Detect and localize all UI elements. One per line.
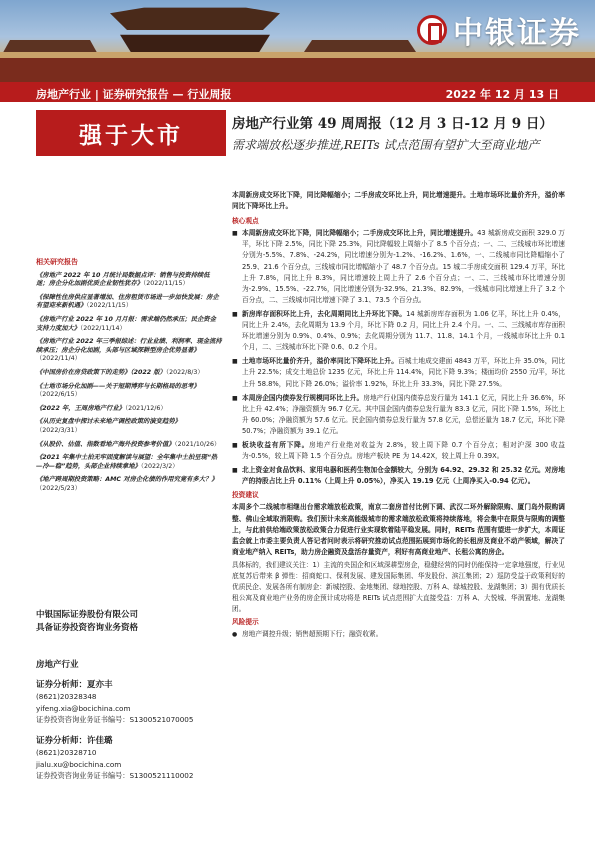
- report-title: 房地产行业第 49 周周报（12 月 3 日-12 月 9 日）: [232, 116, 553, 132]
- core-point-lead: 板块收益有所下降。: [242, 440, 310, 449]
- core-point-body: 房地产行业国内债券总发行量为 141.1 亿元，同比上升 36.6%，环比上升 42.4%；净融资额为 96.7 亿元。其中国企国内债券总发行量为 83.3 亿元，同比下降 1.5%，环比上升 60.0%；净融资额为 57.6 亿元。民企国内债券总发行量为 57.8 亿元，总偿还量为 18.7 亿元，环比下降 50.7%；净融资额为 39.1 亿元。: [242, 393, 566, 435]
- core-point-body: 房地产行业绝对收益为 2.8%，较上周下降 0.7 个百分点；相对沪深 300 收益为-0.5%，较上周下降 1.5 个百分点。房地产板块 PE 为 14.42X，较上周上升 0.39X。: [242, 440, 565, 461]
- industry-label: 房地产行业: [36, 660, 79, 670]
- company-name: 中银国际证券股份有限公司: [36, 610, 139, 620]
- related-report-title: 《土地市场分化加剧——关于短期博弈与长期格局的思考》: [36, 382, 200, 390]
- report-subtitle: 需求端放松逐步推进,REITs 试点范围有望扩大至商业地产: [232, 138, 540, 152]
- core-point: [232, 393, 565, 437]
- analyst-phone: (8621)20328348: [36, 692, 97, 701]
- related-report-date: （2022/11/15）: [143, 280, 189, 288]
- palace-wall-trim: [0, 52, 595, 58]
- related-report-item[interactable]: [36, 383, 222, 400]
- core-point-body: 14 城新房库存面积为 1.06 亿平，环比上升 0.4%，同比上升 2.4%，去化周期为 13.9 个月，环比下降 0.2 月，同比上升 2.4 个月。一、二、三线城市库存面积环比增速分别为 0.9%、0.4%、0.9%；去化周期分别为 11.7、11.8、14.1 个月，一线城市环比上升 0.1 个月，二、三线城市环比下降 0.6、0.2 个月。: [242, 309, 565, 352]
- boc-logo-icon: [417, 15, 447, 45]
- core-points-list: [232, 228, 565, 487]
- core-point-body: 43 城新房成交面积 329.0 万平，环比下降 2.5%，同比下降 25.3%，同比降幅较上周缩小了 8.5 个百分点；一、二、三线城市环比增速分别为-5.5%、7.8%、-24.2%，同比增速分别为-1.2%、-16.2%、1.6%，一、二线城市同比降幅缩小了 25.9、21.6 个百分点，三线城市同比增幅缩小了 48.7 个百分点。15 城二手房成交面积 129.4 万平，环比上升 7.8%，同比上升 8.3%，同比增速较上周上升了 2.6 个百分点；一、二、三线城市环比增速分别为-2.9%、15.5%、-22.7%，同比增速分别为-32.9%、21.3%、82.9%，一线城市同比增速上升了 3.2 个百分点，二、三线城市同比增速下降了 3.1、73.5 个百分点。: [242, 229, 565, 304]
- related-report-title: 《2021 年集中土拍无牢固度解读与展望：全年集中土拍呈现“热—冷—稳”趋势，头部企业持续拿地》: [36, 454, 218, 470]
- related-report-title: 《从股价、估值、指数看地产海外投资参考价值》: [36, 440, 175, 448]
- risk-heading: 风险提示: [232, 618, 259, 627]
- related-report-item[interactable]: [36, 369, 222, 378]
- investment-advice-heading: 投资建议: [232, 491, 259, 500]
- rating-badge: 强于大市: [36, 110, 226, 156]
- core-point: [232, 465, 565, 487]
- related-report-title: 《从历史复盘中探讨未来地产调控政策的演变趋势》: [36, 418, 181, 426]
- related-report-date: （2022/6/15）: [36, 391, 81, 399]
- related-report-title: 《房地产 2022 年 10 月统计局数据点评：销售与投资持续低迷；房企分化加剧优质企业韧性犹存》: [36, 271, 210, 288]
- related-report-date: （2022/8/3）: [165, 368, 204, 376]
- report-category: 房地产行业 | 证券研究报告 — 行业周报: [36, 88, 232, 101]
- related-report-item[interactable]: [36, 454, 222, 471]
- related-reports-heading: 相关研究报告: [36, 258, 78, 266]
- report-date: 2022 年 12 月 13 日: [445, 88, 559, 101]
- core-point-lead: 土地市场环比量价齐升，溢价率同比下降环比上升。: [242, 357, 398, 366]
- related-report-date: （2021/10/26）: [174, 440, 221, 448]
- investment-advice-text: 具体标的，我们建议关注：1）主流的央国企和区域深耕型房企，稳健经营的同时仍能保持一定拿地强度，行业见底复苏后带来 β 弹性：招商蛇口、保利发展、建发国际集团、华发股份、滨江集团；2）巡防受益于政策利好的优质民企、发展各所有制房企：新城控股、金地集团、绿地控股、万科 A、绿城控股、龙湖集团；3）拥有优质长租公寓及商业地产业务的房企预计成功将是 REITs 试点范围扩大直接受益：万科 A、大悦城、华润置地、龙湖集团。: [232, 560, 565, 614]
- brand: [417, 8, 581, 52]
- analyst-name: 证券分析师：许佳璐: [36, 735, 113, 746]
- core-point-body: 百城土地成交建面 4843 万平，环比上升 35.0%，同比上升 22.5%；成交土地总价 1235 亿元，环比上升 114.4%，同比下降 9.3%；楼面均价 2550 元/平，环比上升 58.8%，同比下降 26.0%；溢价率 1.92%，环比上升 33.3%，同比下降 27.5%。: [242, 357, 566, 388]
- related-report-title: 《房地产行业 2022 年 10 月月报：需求端仍然承压；民企资金支持力度加大》: [36, 315, 216, 332]
- related-report-title: 《保障性住房供应显著增加、住房租赁市场进一步加快发展：房企有望迎来新机遇》: [36, 293, 219, 310]
- summary-intro: 本周新房成交环比下降，同比降幅缩小；二手房成交环比上升，同比增速提升。土地市场环比量价齐升，溢价率同比下降环比上升。: [232, 191, 565, 211]
- analyst-email[interactable]: jialu.xu@bocichina.com: [36, 759, 122, 769]
- palace-roof-lower-image: [120, 30, 270, 54]
- report-header-bar: [0, 82, 595, 102]
- related-report-date: （2022/3/31）: [36, 426, 81, 434]
- related-report-item[interactable]: [36, 294, 222, 311]
- related-reports-list: [36, 272, 222, 494]
- related-report-date: （2022/11/15）: [86, 302, 133, 310]
- analyst-1: [36, 680, 222, 726]
- related-report-title: 《2022 年，王周房地产行业》: [36, 404, 125, 412]
- core-point: [232, 228, 565, 306]
- analysts-block: [36, 660, 222, 792]
- analyst-cert: 证券投资咨询业务证书编号：S1300521110002: [36, 771, 194, 780]
- related-report-date: （2022/3/2）: [140, 462, 179, 470]
- core-point-lead: 本周房企国内债券发行规模同环比上升。: [242, 393, 364, 402]
- core-point-lead: 北上资金对食品饮料、家用电器和医药生物加仓金额较大，分别为 64.92、29.32 和 25.32 亿元。对房地产的持股占比上升 0.11%（上周上升 0.05%），净买入 19.19 亿元（上周净买入-0.94 亿元）。: [242, 466, 565, 486]
- analyst-cert: 证券投资咨询业务证书编号：S1300521070005: [36, 715, 194, 724]
- related-report-item[interactable]: [36, 272, 222, 289]
- palace-roof-image: [110, 2, 280, 30]
- related-report-item[interactable]: [36, 338, 222, 364]
- related-report-date: （2022/5/23）: [36, 484, 81, 492]
- analyst-phone: (8621)20328710: [36, 748, 97, 757]
- related-report-item[interactable]: [36, 316, 222, 333]
- related-report-item[interactable]: [36, 441, 222, 450]
- core-point: [232, 309, 565, 353]
- related-report-title: 《地产跨周期投资策略：AMC 对房企化债的作用究竟有多大？》: [36, 476, 218, 484]
- core-point: [232, 440, 565, 462]
- analyst-email[interactable]: yifeng.xia@bocichina.com: [36, 703, 131, 713]
- brand-name: 中银证券: [453, 16, 581, 51]
- core-point-lead: 本周新房成交环比下降，同比降幅缩小；二手房成交环比上升，同比增速提升。: [242, 229, 478, 238]
- related-reports: [36, 258, 222, 498]
- related-report-title: 《中国房价在房贷政策下的走势》（2022 版）: [36, 368, 166, 376]
- related-report-date: （2021/12/6）: [124, 404, 167, 412]
- related-report-date: （2022/11/4）: [36, 355, 81, 363]
- core-point-lead: 新房库存面积环比上升，去化周期同比上升环比下降。: [242, 309, 407, 318]
- analyst-2: [36, 736, 222, 782]
- company-qualification: 具备证券投资咨询业务资格: [36, 623, 139, 633]
- risk-text: ● 房地产调控升级；销售超预期下行；融资收紧。: [232, 629, 565, 640]
- related-report-title: 《房地产行业 2022 年三季报综述：行业业绩、利润率、现金流持续承压；房企分化加剧，头部与区域深耕型房企优势显著》: [36, 338, 222, 354]
- core-point: [232, 356, 565, 389]
- related-report-item[interactable]: [36, 476, 222, 493]
- core-views-heading: 核心观点: [232, 217, 259, 226]
- main-content: [232, 190, 565, 641]
- related-report-item[interactable]: [36, 418, 222, 435]
- related-report-date: （2022/11/14）: [80, 324, 126, 332]
- analyst-name: 证券分析师：夏亦丰: [36, 679, 113, 690]
- header-banner: [0, 0, 595, 82]
- investment-advice-bold: 本周多个二线城市相继出台需求端放松政策，南京二套房首付比例下调、武汉二环外解除限购、厦门岛外限购调整、佛山全域取消限购。我们预计未来高能级城市的需求端放松政策将持续落地，将会集中在限贷与限购的调整上，与此前供给端政策放松政策合力促进行业实现软着陆平稳发展。同时，REITs 范围有望进一步扩大，本周证监会就上市委主要负责人答记者问时表示将研究推动试点范围拓展到市场化的长租房及商业不动产领域，解决了商业地产纳入 REITs，助力房企融资及盘活存量资产，利好有高商业地产、长租公寓的房企。: [232, 503, 565, 556]
- company-block: [36, 609, 222, 635]
- related-report-item[interactable]: [36, 405, 222, 414]
